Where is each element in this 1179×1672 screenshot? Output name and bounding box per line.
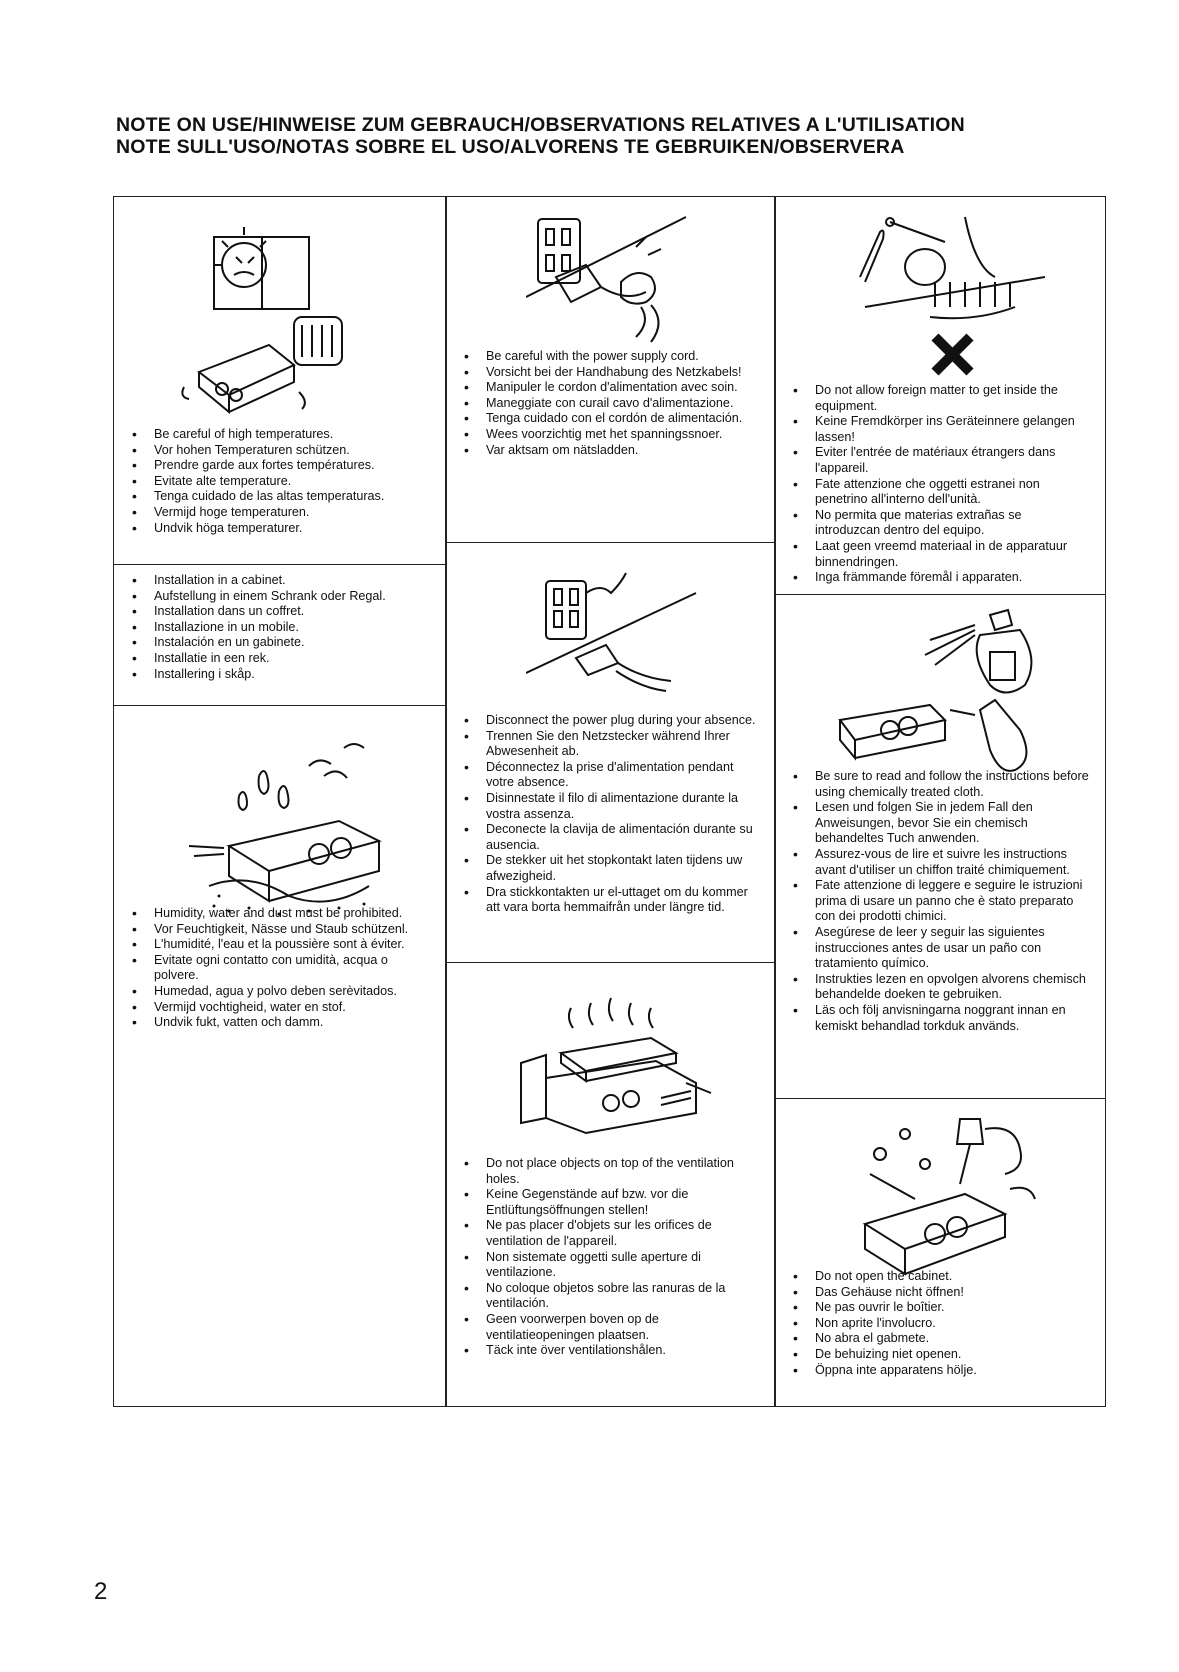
list-item: • Geen voorwerpen boven op de ventilatieopeningen plaatsen. (461, 1312, 759, 1343)
list-item: • Vor Feuchtigkeit, Nässe und Staub schützenl. (129, 922, 429, 938)
list-item: • Instalación en un gabinete. (129, 635, 429, 651)
power-cord-icon (526, 207, 716, 347)
list-item: • Ne pas placer d'objets sur les orifices de ventilation de l'appareil. (461, 1218, 759, 1249)
list-item: • Instrukties lezen en opvolgen alvorens chemisch behandelde doeken te gebruiken. (790, 972, 1090, 1003)
list-item: • Non aprite l'involucro. (790, 1316, 1090, 1332)
chemical-cloth-list (790, 769, 1090, 1034)
list-item: • Eviter l'entrée de matériaux étrangers dans l'appareil. (790, 445, 1090, 476)
do-not-open-list (790, 1269, 1090, 1378)
screwdriver-cabinet-icon (845, 1109, 1045, 1279)
foreign-matter-list (790, 383, 1090, 586)
column-3 (774, 196, 1106, 1407)
foreign-matter-icon (835, 207, 1045, 387)
column-1 (113, 196, 447, 1407)
list-item: • Dra stickkontakten ur el-uttaget om du kommer att vara borta hemmaifrån under längre tid. (461, 885, 759, 916)
list-item: • Prendre garde aux fortes températures. (129, 458, 429, 474)
list-item: • L'humidité, l'eau et la poussière sont à éviter. (129, 937, 429, 953)
list-item: • Aufstellung in einem Schrank oder Regal. (129, 589, 429, 605)
list-item: • Undvik höga temperaturer. (129, 521, 429, 537)
list-item: • De behuizing niet openen. (790, 1347, 1090, 1363)
cell-ventilation (446, 963, 775, 1406)
list-item: • Fate attenzione di leggere e seguire le istruzioni prima di usare un panno che è stato preparato con dei prodotti chimici. (790, 878, 1090, 925)
list-item: • Öppna inte apparatens hölje. (790, 1363, 1090, 1379)
list-item: • Täck inte över ventilationshålen. (461, 1343, 759, 1359)
humidity-list (129, 906, 429, 1031)
title-line-2: NOTE SULL'USO/NOTAS SOBRE EL USO/ALVORENS TE GEBRUIKEN/OBSERVERA (116, 136, 905, 158)
cell-chemical-cloth (775, 595, 1105, 1099)
list-item: • Wees voorzichtig met het spanningssnoer. (461, 427, 759, 443)
cell-humidity (114, 706, 446, 1406)
high-temperature-list (129, 427, 429, 536)
list-item: • Installering i skåp. (129, 667, 429, 683)
list-item: • Humedad, agua y polvo deben serèvitados. (129, 984, 429, 1000)
list-item: • Trennen Sie den Netzstecker während Ihrer Abwesenheit ab. (461, 729, 759, 760)
page-number: 2 (94, 1578, 108, 1605)
list-item: • Vermijd vochtigheid, water en stof. (129, 1000, 429, 1016)
cell-installation (114, 565, 446, 706)
list-item: • Deconecte la clavija de alimentación durante su ausencia. (461, 822, 759, 853)
hot-sun-heater-icon (174, 217, 374, 417)
cell-foreign-matter (775, 197, 1105, 595)
list-item: • Installazione in un mobile. (129, 620, 429, 636)
chemical-spray-icon (820, 600, 1060, 780)
list-item: • Maneggiate con curail cavo d'alimentazione. (461, 396, 759, 412)
list-item: • Evitate alte temperature. (129, 474, 429, 490)
list-item: • Das Gehäuse nicht öffnen! (790, 1285, 1090, 1301)
water-dust-icon (169, 736, 399, 926)
list-item: • Fate attenzione che oggetti estranei non penetrino all'interno dell'unità. (790, 477, 1090, 508)
ventilation-icon (501, 983, 721, 1153)
page-title (116, 114, 1076, 158)
list-item: • Keine Gegenstände auf bzw. vor die Entlüftungsöffnungen stellen! (461, 1187, 759, 1218)
list-item: • Do not open the cabinet. (790, 1269, 1090, 1285)
list-item: • Läs och följ anvisningarna noggrant innan en kemiskt behandlad torkduk används. (790, 1003, 1090, 1034)
list-item: • No coloque objetos sobre las ranuras de la ventilación. (461, 1281, 759, 1312)
power-cord-list (461, 349, 759, 458)
list-item: • No permita que materias extrañas se introduzcan dentro del equipo. (790, 508, 1090, 539)
list-item: • Keine Fremdkörper ins Geräteinnere gelangen lassen! (790, 414, 1090, 445)
list-item: • Be careful of high temperatures. (129, 427, 429, 443)
cell-power-cord (446, 197, 775, 543)
list-item: • Be careful with the power supply cord. (461, 349, 759, 365)
list-item: • Humidity, water and dust must be prohibited. (129, 906, 429, 922)
list-item: • Assurez-vous de lire et suivre les instructions avant d'utiliser un chiffon traité chimiquement. (790, 847, 1090, 878)
list-item: • Disconnect the power plug during your absence. (461, 713, 759, 729)
list-item: • No abra el gabmete. (790, 1331, 1090, 1347)
list-item: • Vor hohen Temperaturen schützen. (129, 443, 429, 459)
column-2 (445, 196, 776, 1407)
list-item: • Manipuler le cordon d'alimentation avec soin. (461, 380, 759, 396)
list-item: • Déconnectez la prise d'alimentation pendant votre absence. (461, 760, 759, 791)
list-item: • Vorsicht bei der Handhabung des Netzkabels! (461, 365, 759, 381)
cell-disconnect (446, 543, 775, 963)
list-item: • Be sure to read and follow the instructions before using chemically treated cloth. (790, 769, 1090, 800)
list-item: • Undvik fukt, vatten och damm. (129, 1015, 429, 1031)
list-item: • Do not allow foreign matter to get inside the equipment. (790, 383, 1090, 414)
list-item: • Tenga cuidado de las altas temperaturas. (129, 489, 429, 505)
list-item: • Installation in a cabinet. (129, 573, 429, 589)
list-item: • Inga främmande föremål i apparaten. (790, 570, 1090, 586)
list-item: • Vermijd hoge temperaturen. (129, 505, 429, 521)
list-item: • Disinnestate il filo di alimentazione durante la vostra assenza. (461, 791, 759, 822)
list-item: • Installation dans un coffret. (129, 604, 429, 620)
list-item: • Ne pas ouvrir le boîtier. (790, 1300, 1090, 1316)
list-item: • Installatie in een rek. (129, 651, 429, 667)
cell-high-temperature (114, 197, 446, 565)
list-item: • Laat geen vreemd materiaal in de apparatuur binnendringen. (790, 539, 1090, 570)
disconnect-list (461, 713, 759, 916)
ventilation-list (461, 1156, 759, 1359)
list-item: • Tenga cuidado con el cordón de alimentación. (461, 411, 759, 427)
list-item: • De stekker uit het stopkontakt laten tijdens uw afwezigheid. (461, 853, 759, 884)
installation-list (129, 573, 429, 682)
unplug-icon (526, 563, 706, 703)
list-item: • Var aktsam om nätsladden. (461, 443, 759, 459)
list-item: • Non sistemate oggetti sulle aperture di ventilazione. (461, 1250, 759, 1281)
list-item: • Lesen und folgen Sie in jedem Fall den Anweisungen, bevor Sie ein chemisch behandeltes Tuch anwenden. (790, 800, 1090, 847)
list-item: • Asegúrese de leer y seguir las siguientes instrucciones antes de usar un paño con tratamiento químico. (790, 925, 1090, 972)
list-item: • Do not place objects on top of the ventilation holes. (461, 1156, 759, 1187)
list-item: • Evitate ogni contatto con umidità, acqua o polvere. (129, 953, 429, 984)
cell-do-not-open (775, 1099, 1105, 1406)
title-line-1: NOTE ON USE/HINWEISE ZUM GEBRAUCH/OBSERVATIONS RELATIVES A L'UTILISATION (116, 114, 965, 136)
